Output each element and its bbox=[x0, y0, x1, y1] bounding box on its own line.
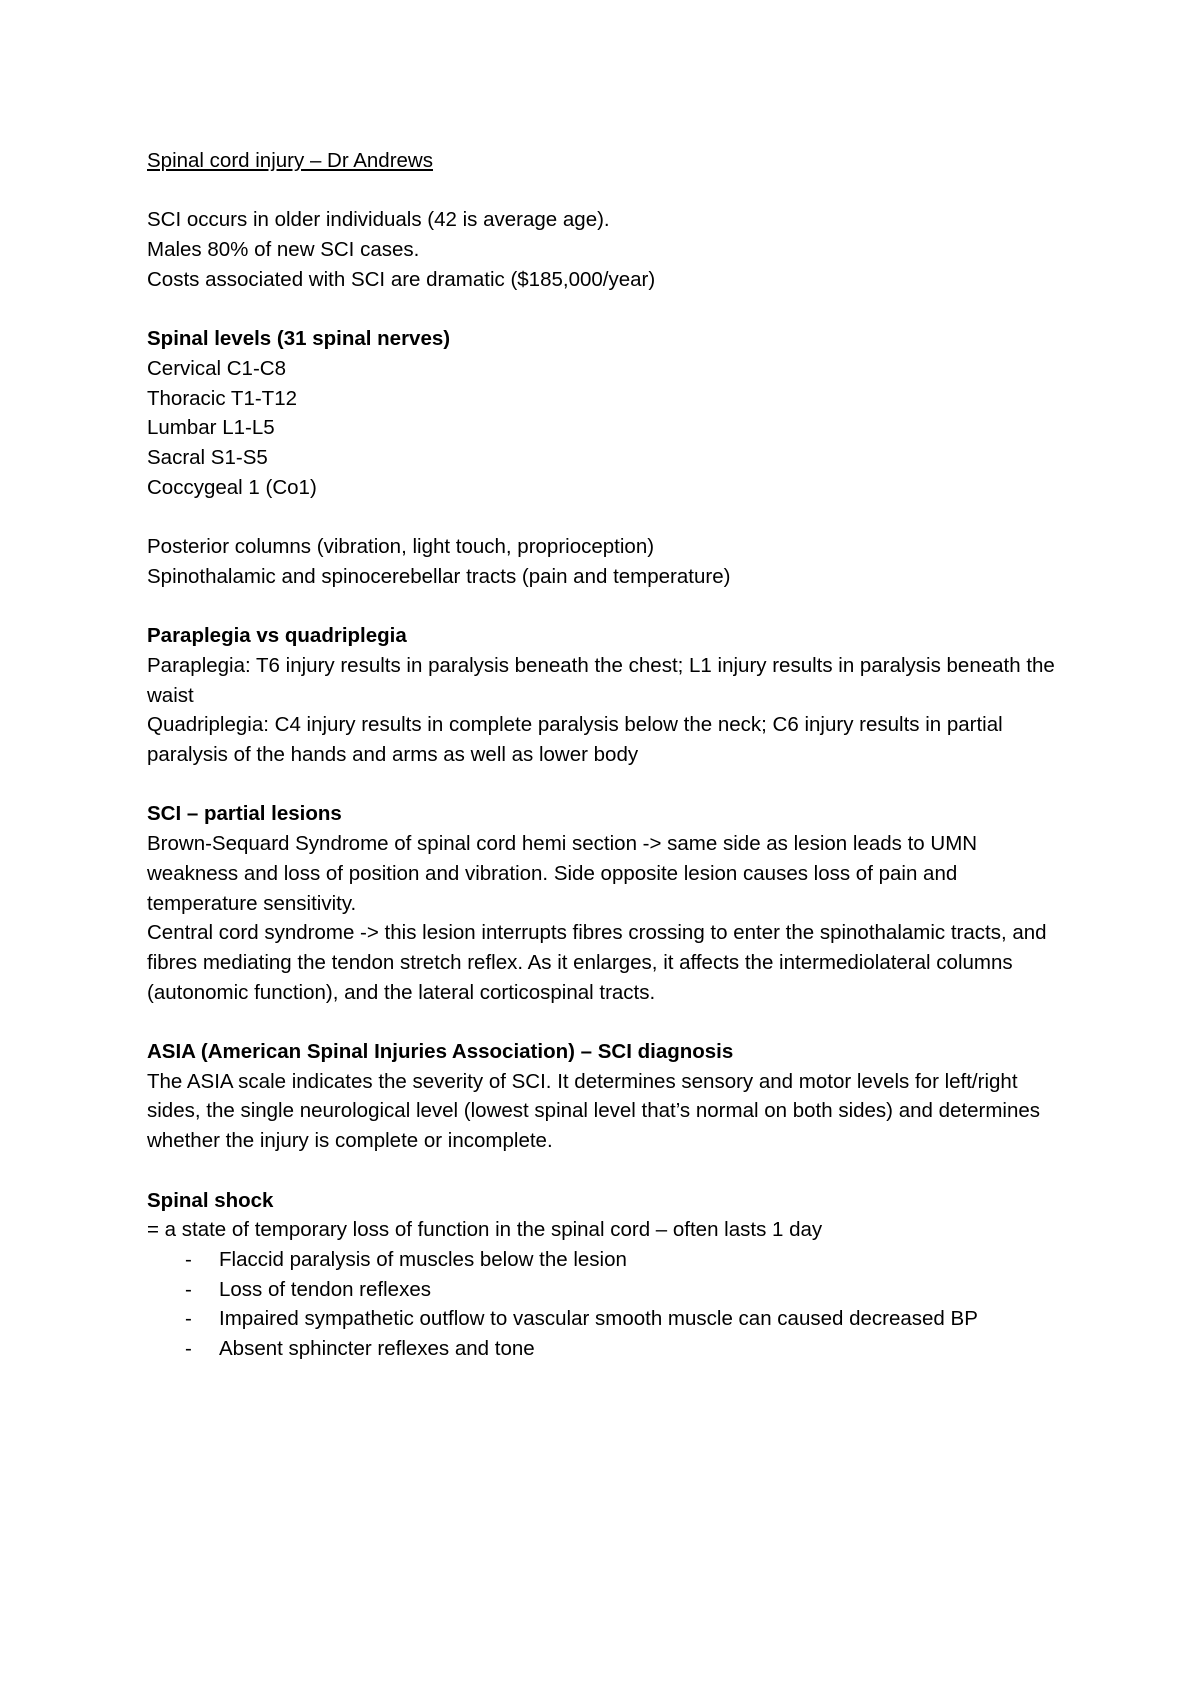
list-item-text: Impaired sympathetic outflow to vascular smooth muscle can caused decreased BP bbox=[219, 1307, 978, 1331]
spacer bbox=[147, 1156, 1067, 1186]
spacer bbox=[147, 502, 1067, 532]
spinal-level-item: Thoracic T1-T12 bbox=[147, 386, 298, 410]
spacer bbox=[147, 592, 1067, 622]
list-item bbox=[147, 1245, 1067, 1275]
intro-line: Costs associated with SCI are dramatic ($185,000/year) bbox=[147, 267, 656, 291]
section-heading-spinal-levels: Spinal levels (31 spinal nerves) bbox=[147, 327, 451, 351]
intro-line: SCI occurs in older individuals (42 is average age). bbox=[147, 208, 610, 232]
spinal-level-item: Cervical C1-C8 bbox=[147, 356, 286, 380]
list-item-text: Loss of tendon reflexes bbox=[219, 1277, 431, 1301]
spacer bbox=[147, 770, 1067, 800]
bullet-dash: - bbox=[185, 1337, 192, 1361]
tract-line: Spinothalamic and spinocerebellar tracts (pain and temperature) bbox=[147, 564, 731, 588]
paragraph: Central cord syndrome -> this lesion interrupts fibres crossing to enter the spinothalamic tracts, and fibres mediating the tendon stretch reflex. As it enlarges, it affects the intermediolateral columns (autonomic function), and the lateral corticospinal tracts. bbox=[147, 921, 1047, 1004]
spacer bbox=[147, 176, 1067, 206]
paragraph: Brown-Sequard Syndrome of spinal cord hemi section -> same side as lesion leads to UMN weakness and loss of position and vibration. Side opposite lesion causes loss of pain and temperature sensitivity. bbox=[147, 832, 978, 915]
paragraph: The ASIA scale indicates the severity of SCI. It determines sensory and motor levels for left/right sides, the single neurological level (lowest spinal level that’s normal on both sides) and determines whether the injury is complete or incomplete. bbox=[147, 1069, 1041, 1153]
spinal-level-item: Coccygeal 1 (Co1) bbox=[147, 475, 317, 499]
list-item-text: Absent sphincter reflexes and tone bbox=[219, 1337, 535, 1361]
bullet-list bbox=[147, 1245, 1067, 1364]
section-heading-spinal-shock: Spinal shock bbox=[147, 1188, 274, 1212]
document-page bbox=[147, 146, 1067, 1364]
bullet-dash: - bbox=[185, 1247, 192, 1271]
bullet-dash: - bbox=[185, 1307, 192, 1331]
document-title: Spinal cord injury – Dr Andrews bbox=[147, 149, 433, 172]
spacer bbox=[147, 295, 1067, 325]
tract-line: Posterior columns (vibration, light touch, proprioception) bbox=[147, 535, 655, 559]
paragraph: Quadriplegia: C4 injury results in complete paralysis below the neck; C6 injury results in partial paralysis of the hands and arms as well as lower body bbox=[147, 713, 1003, 766]
paragraph: Paraplegia: T6 injury results in paralysis beneath the chest; L1 injury results in paralysis beneath the waist bbox=[147, 653, 1055, 707]
spacer bbox=[147, 1007, 1067, 1037]
spinal-level-item: Lumbar L1-L5 bbox=[147, 416, 275, 440]
section-heading-asia: ASIA (American Spinal Injuries Association) – SCI diagnosis bbox=[147, 1040, 734, 1063]
list-item-text: Flaccid paralysis of muscles below the lesion bbox=[219, 1247, 627, 1271]
bullet-dash: - bbox=[185, 1277, 192, 1301]
definition-line: = a state of temporary loss of function in the spinal cord – often lasts 1 day bbox=[147, 1218, 823, 1242]
list-item bbox=[147, 1275, 1067, 1305]
list-item bbox=[147, 1304, 1067, 1334]
section-heading-partial-lesions: SCI – partial lesions bbox=[147, 802, 342, 826]
section-heading-paraplegia: Paraplegia vs quadriplegia bbox=[147, 624, 407, 648]
list-item bbox=[147, 1334, 1067, 1364]
spinal-level-item: Sacral S1-S5 bbox=[147, 446, 268, 469]
intro-line: Males 80% of new SCI cases. bbox=[147, 238, 420, 262]
